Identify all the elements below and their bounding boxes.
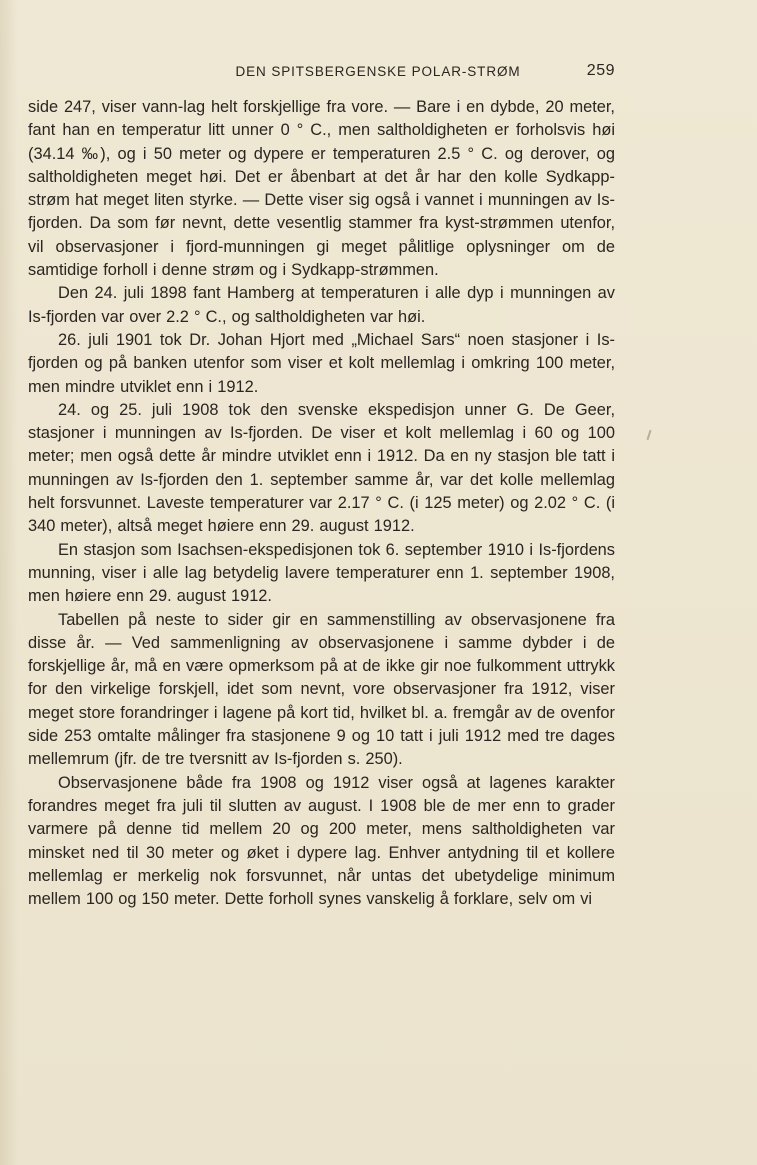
- body-text: [28, 96, 615, 911]
- paragraph: En stasjon som Isachsen-ekspedisjonen tok 6. september 1910 i Is-fjordens munning, viser i alle lag betydelig lavere temperaturer enn 1. september 1908, men høiere enn 29. august 1912.: [28, 540, 615, 606]
- running-head: [28, 62, 728, 84]
- paragraph: side 247, viser vann-lag helt forskjellige fra vore. — Bare i en dybde, 20 meter, fant han en temperatur litt unner 0 ° C., men saltholdigheten er forholsvis høi (34.14 ‰), og i 50 meter og dypere er temperaturen 2.5 ° C. og derover, og saltholdigheten meget høi. Det er åbenbart at det år har den kolle Sydkapp-strøm hat meget liten styrke. — Dette viser sig også i vannet i munningen av Is-fjorden. Da som før nevnt, dette vesentlig stammer fra kyst-strømmen utenfor, vil observasjoner i fjord-munningen gi meget pålitlige oplysninger om de samtidige forholl i denne strøm og i Sydkapp-strømmen.: [28, 98, 615, 280]
- paragraph: Tabellen på neste to sider gir en sammenstilling av observasjonene fra disse år. — Ved sammenligning av observasjonene i samme dybder i de forskjellige år, må en være opmerksom på at de ikke gir noe fulkomment uttrykk for den virkelige forskjell, idet som nevnt, vore observasjoner fra 1912, viser meget store forandringer i lagene på kort tid, hvilket bl. a. fremgår av de ovenfor side 253 omtalte målinger fra stasjonene 9 og 10 tatt i juli 1912 med tre dages mellemrum (jfr. de tre tversnitt av Is-fjorden s. 250).: [28, 610, 615, 769]
- margin-pencil-mark: [647, 430, 652, 440]
- paragraph: 26. juli 1901 tok Dr. Johan Hjort med „Michael Sars“ noen stasjoner i Is-fjorden og på banken utenfor som viser et kolt mellemlag i omkring 100 meter, men mindre utviklet enn i 1912.: [28, 330, 615, 396]
- paragraph: Observasjonene både fra 1908 og 1912 viser også at lagenes karakter forandres meget fra juli til slutten av august. I 1908 ble de mer enn to grader varmere på denne tid mellem 20 og 200 meter, mens saltholdigheten var minsket ned til 30 meter og øket i dypere lag. Enhver antydning til et kollere mellemlag er merkelig nok forsvunnet, når untas det ubetydelige minimum mellem 100 og 150 meter. Dette forholl synes vanskelig å forklare, selv om vi: [28, 773, 615, 909]
- paragraph: Den 24. juli 1898 fant Hamberg at temperaturen i alle dyp i munningen av Is-fjorden var over 2.2 ° C., og saltholdigheten var høi.: [28, 284, 615, 326]
- page-number: 259: [586, 62, 615, 79]
- running-title: DEN SPITSBERGENSKE POLAR-STRØM: [235, 64, 521, 79]
- paragraph: 24. og 25. juli 1908 tok den svenske ekspedisjon unner G. De Geer, stasjoner i munningen av Is-fjorden. De viser et kolt mellemlag i 60 og 100 meter; men også dette år mindre utviklet enn i 1912. Da en ny stasjon ble tatt i munningen av Is-fjorden den 1. september samme år, var det kolle mellemlag helt forsvunnet. Laveste temperaturer var 2.17 ° C. (i 125 meter) og 2.02 ° C. (i 340 meter), altså meget høiere enn 29. august 1912.: [28, 400, 615, 536]
